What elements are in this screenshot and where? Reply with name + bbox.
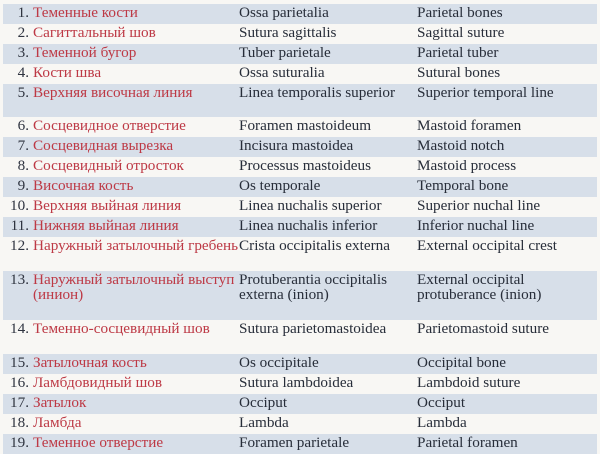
latin-term: Sutura sagittalis	[239, 24, 337, 41]
russian-term-cell	[3, 395, 239, 410]
russian-term: Затылочная кость	[33, 354, 147, 371]
latin-term: Linea temporalis superior	[239, 84, 396, 101]
russian-term: Сосцевидная вырезка	[33, 137, 174, 154]
english-term: Superior nuchal line	[417, 197, 541, 214]
table-row	[3, 374, 597, 394]
table-row	[3, 320, 597, 354]
row-number: 12.	[10, 237, 29, 254]
latin-term: Protuberantia occipitalis externa (inion)	[239, 271, 388, 304]
table-row	[3, 197, 597, 217]
russian-term-cell	[3, 415, 239, 430]
latin-term: Linea nuchalis superior	[239, 197, 382, 214]
row-number: 4.	[17, 64, 29, 81]
english-term: Parietal tuber	[417, 44, 499, 61]
row-number: 10.	[10, 197, 29, 214]
table-row	[3, 414, 597, 434]
latin-term: Foramen parietale	[239, 434, 350, 451]
latin-term: Ossa parietalia	[239, 4, 329, 21]
russian-term: Ламбда	[33, 414, 82, 431]
row-number: 1.	[17, 4, 29, 21]
latin-term: Lambda	[239, 414, 289, 431]
latin-term: Linea nuchalis inferior	[239, 217, 378, 234]
russian-term-cell	[3, 45, 239, 60]
table-row	[3, 64, 597, 84]
row-number: 5.	[17, 84, 29, 101]
russian-term-cell	[3, 238, 239, 253]
russian-term: Кости шва	[33, 64, 102, 81]
russian-term-cell	[3, 355, 239, 370]
table-row	[3, 177, 597, 197]
row-number: 17.	[10, 394, 29, 411]
russian-term-cell	[3, 118, 239, 133]
english-term: Parietal bones	[417, 4, 503, 21]
english-term: Mastoid foramen	[417, 117, 522, 134]
row-number: 7.	[17, 137, 29, 154]
english-term: Occiput	[417, 394, 466, 411]
anatomy-terms-table	[3, 4, 597, 451]
row-number: 3.	[17, 44, 29, 61]
latin-term: Ossa suturalia	[239, 64, 325, 81]
english-term: Mastoid notch	[417, 137, 505, 154]
russian-term: Затылок	[33, 394, 87, 411]
english-term: Inferior nuchal line	[417, 217, 535, 234]
russian-term: Наружный затылочный гребень	[33, 237, 238, 254]
row-number: 13.	[10, 271, 29, 288]
english-term: Mastoid process	[417, 157, 517, 174]
english-term: Superior temporal line	[417, 84, 554, 101]
row-number: 2.	[17, 24, 29, 41]
russian-term-cell	[3, 5, 239, 20]
latin-term: Incisura mastoidea	[239, 137, 354, 154]
table-row	[3, 137, 597, 157]
russian-term-cell	[3, 158, 239, 173]
table-row	[3, 4, 597, 24]
row-number: 9.	[17, 177, 29, 194]
russian-term: Сагиттальный шов	[33, 24, 156, 41]
row-number: 14.	[10, 320, 29, 337]
english-term: External occipital protuberance (inion)	[417, 271, 542, 304]
latin-term: Crista occipitalis externa	[239, 237, 390, 254]
english-term: Occipital bone	[417, 354, 506, 371]
russian-term-cell	[3, 375, 239, 390]
russian-term: Наружный затылочный выступ (инион)	[33, 271, 235, 304]
table-row	[3, 84, 597, 117]
latin-term: Foramen mastoideum	[239, 117, 372, 134]
russian-term: Верхняя височная линия	[33, 84, 193, 101]
row-number: 19.	[10, 434, 29, 451]
russian-term-cell	[3, 435, 239, 450]
table-row	[3, 44, 597, 64]
english-term: Lambda	[417, 414, 467, 431]
table-row	[3, 157, 597, 177]
table-row	[3, 271, 597, 320]
table-row	[3, 434, 597, 454]
russian-term: Верхняя выйная линия	[33, 197, 182, 214]
table-row	[3, 354, 597, 374]
row-number: 8.	[17, 157, 29, 174]
row-number: 6.	[17, 117, 29, 134]
english-term: Lambdoid suture	[417, 374, 521, 391]
russian-term-cell	[3, 218, 239, 233]
russian-term: Сосцевидное отверстие	[33, 117, 186, 134]
english-term: External occipital crest	[417, 237, 557, 254]
latin-term: Os temporale	[239, 177, 321, 194]
latin-term: Occiput	[239, 394, 288, 411]
table-row	[3, 237, 597, 271]
russian-term: Теменной бугор	[33, 44, 137, 61]
russian-term: Нижняя выйная линия	[33, 217, 179, 234]
english-term: Parietal foramen	[417, 434, 518, 451]
russian-term: Теменно-сосцевидный шов	[33, 320, 210, 337]
russian-term: Теменное отверстие	[33, 434, 164, 451]
russian-term: Височная кость	[33, 177, 134, 194]
russian-term-cell	[3, 25, 239, 40]
table-row	[3, 217, 597, 237]
latin-term: Sutura lambdoidea	[239, 374, 354, 391]
russian-term: Ламбдовидный шов	[33, 374, 163, 391]
row-number: 16.	[10, 374, 29, 391]
table-row	[3, 394, 597, 414]
russian-term-cell	[3, 198, 239, 213]
row-number: 18.	[10, 414, 29, 431]
english-term: Parietomastoid suture	[417, 320, 550, 337]
latin-term: Processus mastoideus	[239, 157, 372, 174]
latin-term: Tuber parietale	[239, 44, 331, 61]
row-number: 11.	[10, 217, 29, 234]
table-row	[3, 117, 597, 137]
russian-term: Теменные кости	[33, 4, 138, 21]
english-term: Temporal bone	[417, 177, 509, 194]
latin-term: Os occipitale	[239, 354, 319, 371]
row-number: 15.	[10, 354, 29, 371]
english-term: Sagittal suture	[417, 24, 505, 41]
russian-term-cell	[3, 138, 239, 153]
russian-term: Сосцевидный отросток	[33, 157, 184, 174]
russian-term-cell	[3, 321, 239, 336]
russian-term-cell	[3, 85, 239, 100]
latin-term: Sutura parietomastoidea	[239, 320, 387, 337]
english-term: Sutural bones	[417, 64, 501, 81]
russian-term-cell	[3, 178, 239, 193]
table-row	[3, 24, 597, 44]
russian-term-cell	[3, 65, 239, 80]
russian-term-cell	[3, 272, 239, 303]
